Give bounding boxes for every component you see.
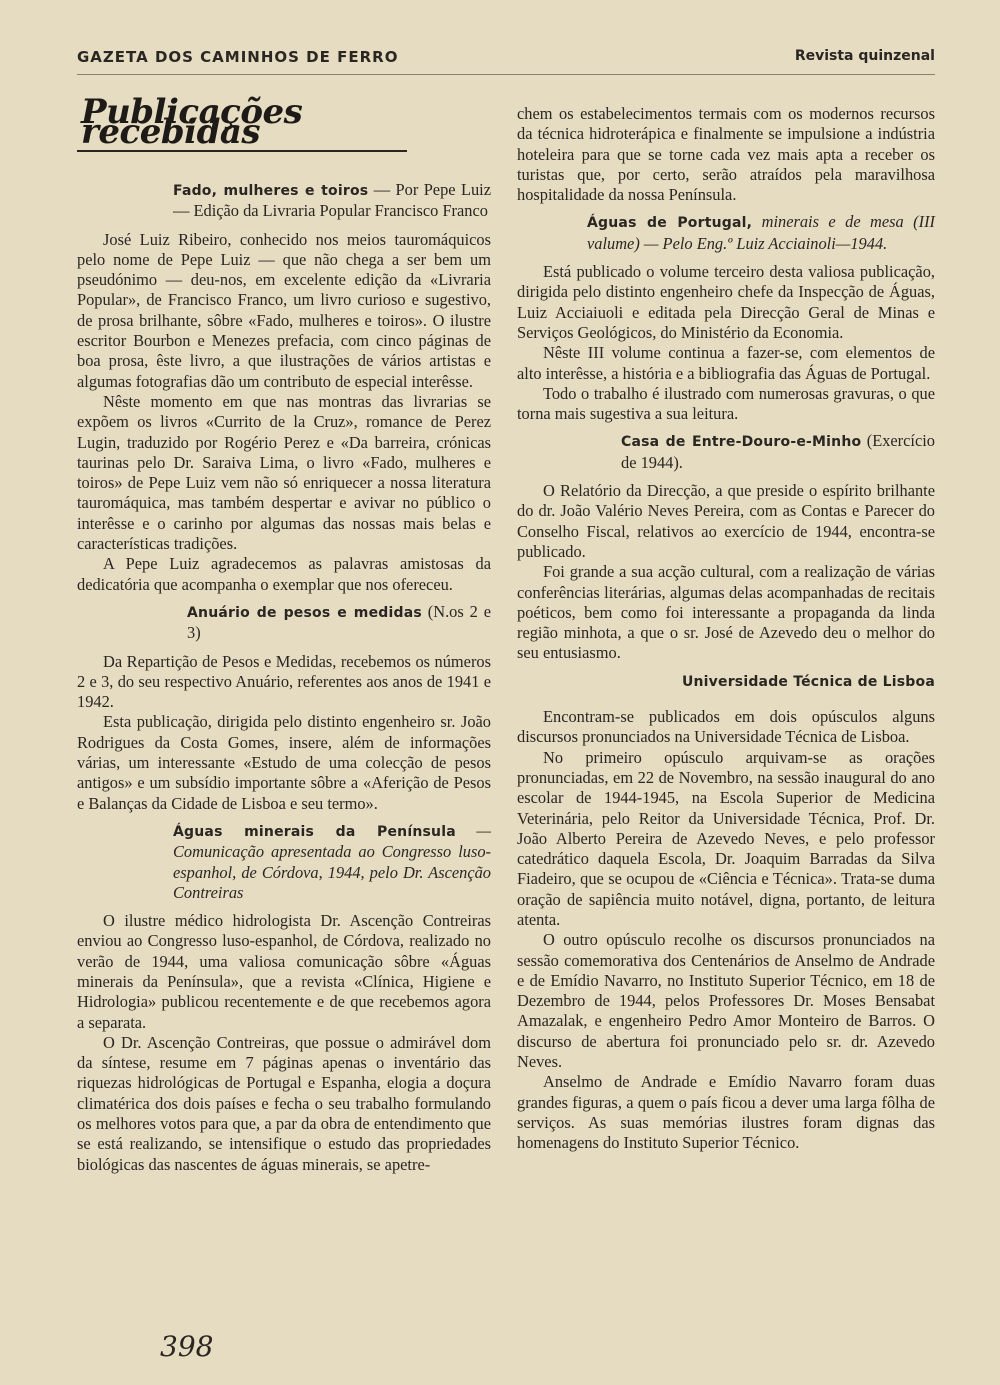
paragraph: Da Repartição de Pesos e Medidas, recebemos os números 2 e 3, do seu respectivo Anuário, referentes aos anos de 1941 e 1942.: [77, 651, 491, 712]
entry-details: (N.os 2 e 3): [187, 601, 491, 643]
entry-title: Fado, mulheres e toiros: [173, 183, 369, 199]
paragraph: O outro opúsculo recolhe os discursos pronunciados na sessão comemorativa dos Centenários de Anselmo de Andrade e de Emídio Navarro, no Instituto Superior Técnico, em 18 de Dezembro de 1944, pelos Professores Dr. Moses Bensabat Amazalak, e engenheiro Pedro Amor Monteiro de Barros. O discurso de abertura foi pronunciado pelo sr. dr. Azevedo Neves.: [517, 930, 935, 1072]
paragraph: Todo o trabalho é ilustrado com numerosas gravuras, o que torna mais sugestiva a sua leitura.: [517, 383, 935, 424]
page-number: 398: [160, 1330, 214, 1363]
entry-heading-casa-minho: [621, 431, 935, 473]
paragraph: Está publicado o volume terceiro desta valiosa publicação, dirigida pelo distinto engenheiro chefe da Inspecção de Águas, Luiz Acciaiuoli e editada pela Direcção Geral de Minas e Serviços Geológicos, do Ministério da Economia.: [517, 262, 935, 342]
entry-details: — Por Pepe Luiz — Edição da Livraria Popular Francisco Franco: [173, 180, 491, 221]
right-column: [517, 104, 935, 1154]
paragraph: Encontram-se publicados em dois opúsculos alguns discursos pronunciados na Universidade Técnica de Lisboa.: [517, 707, 935, 747]
paragraph: No primeiro opúsculo arquivam-se as orações pronunciadas, em 22 de Novembro, na sessão inaugural do ano escolar de 1944-1945, na Escola Superior de Medicina Veterinária, pelo Reitor da Universidade Técnica, Prof. Dr. João Alberto Pereira de Azevedo Neves, e pelo professor catedrático daquela Escola, Dr. Joaquim Barradas da Silva Fiadeiro, que se ocupou de «Ciência e Técnica». Trata-se duma oração de sapiência muito notável, digna, portanto, de leitura atenta.: [517, 747, 935, 929]
entry-details: (Exercício de 1944).: [621, 431, 935, 472]
entry-heading-anuario: [187, 602, 491, 644]
paragraph: O Relatório da Direcção, a que preside o espírito brilhante do dr. João Valério Neves Pereira, com as Contas e Parecer do Conselho Fiscal, relativos ao exercício de 1944, encontra-se publicado.: [517, 481, 935, 561]
title-underline: [77, 150, 407, 152]
publication-name: GAZETA DOS CAMINHOS DE FERRO: [77, 48, 399, 66]
paragraph: A Pepe Luiz agradecemos as palavras amistosas da dedicatória que acompanha o exemplar que nos ofereceu.: [77, 554, 491, 594]
paragraph: Anselmo de Andrade e Emídio Navarro foram duas grandes figuras, a quem o país ficou a dever uma larga fôlha de serviços. As suas memórias ilustres foram dignas das homenagens do Instituto Superior Técnico.: [517, 1072, 935, 1153]
entry-heading-fado: [173, 180, 491, 222]
running-header: [77, 48, 935, 72]
entry-title: Águas minerais da Península: [173, 823, 456, 840]
paragraph: Esta publicação, dirigida pelo distinto engenheiro sr. João Rodrigues da Costa Gomes, insere, além de informações várias, um interessante «Estudo de uma colecção de pesos antigos» e um subsídio importante sôbre a «Aferição de Pesos e Balanças da Cidade de Lisboa e seu termo».: [77, 712, 491, 813]
entry-title: Universidade Técnica de Lisboa: [681, 673, 935, 690]
entry-title: Casa de Entre-Douro-e-Minho: [621, 434, 862, 451]
entry-title: Anuário de pesos e medidas: [187, 604, 422, 621]
entry-heading-aguas-portugal: [587, 212, 935, 254]
paragraph: Nêste momento em que nas montras das livrarias se expõem os livros «Currito de la Cruz», romance de Perez Lugin, traduzido por Rogério Perez e «Da barreira, crónicas taurinas pelo Dr. Saraiva Lima, o livro «Fado, mulheres e toiros» de Pepe Luiz vem não só enriquecer a nossa literatura tauromáquica, mas também despertar e avivar no público o interêsse e o carinho por algumas das nossas mais belas e características tradições.: [77, 391, 491, 554]
entry-details: — Comunicação apresentada ao Congresso luso-espanhol, de Córdova, 1944, pelo Dr. Ascenção Contreiras: [173, 820, 491, 902]
paragraph: Nêste III volume continua a fazer-se, com elementos de alto interêsse, a história e a bibliografia das Águas de Portugal.: [517, 343, 935, 383]
entry-title: Águas de Portugal,: [587, 215, 753, 232]
section-title: Publicações recebidas: [81, 92, 303, 153]
entry-heading-universidade: [517, 671, 935, 692]
entry-heading-aguas-peninsula: [173, 821, 491, 903]
publication-frequency: Revista quinzenal: [794, 48, 935, 64]
header-rule: [77, 74, 935, 75]
paragraph: O Dr. Ascenção Contreiras, que possue o admirável dom da síntese, resume em 7 páginas apenas o inventário das riquezas hidrológicas de Portugal e Espanha, elogia a doçura climatérica dos dois países e fecha o seu trabalho formulando os melhores votos para que, a par da obra de entendimento que se está realizando, se intensifique o estudo das propriedades biológicas das nascentes de águas minerais, se apetre-: [77, 1032, 491, 1174]
paragraph-continuation: chem os estabelecimentos termais com os modernos recursos da técnica hidroterápica e finalmente se impulsione a indústria hoteleira para que se torne cada vez mais apta a receber os turistas que, por certo, serão atraídos pela maravilhosa hospitalidade da nossa Península.: [517, 104, 935, 205]
paragraph: O ilustre médico hidrologista Dr. Ascenção Contreiras enviou ao Congresso luso-espanhol, de Córdova, realizado no verão de 1944, uma valiosa comunicação sôbre «Águas minerais da Península», que a revista «Clínica, Higiene e Hidrologia» publicou recentemente e de que recebemos agora a separata.: [77, 911, 491, 1032]
entry-details: minerais e de mesa (III valume) — Pelo Eng.º Luiz Acciainoli—1944.: [587, 212, 936, 253]
paragraph: José Luiz Ribeiro, conhecido nos meios tauromáquicos pelo nome de Pepe Luiz — que não chega a ser bem um pseudónimo — deu-nos, em excelente edição da «Livraria Popular», de Francisco Franco, um livro curioso e sugestivo, de prosa brilhante, sôbre «Fado, mulheres e toiros». O ilustre escritor Bourbon e Menezes prefacia, com cinco páginas de boa prosa, êste livro, a que ilustrações de vários artistas e algumas fotografias dão um contributo de especial interêsse.: [77, 229, 491, 391]
paragraph: Foi grande a sua acção cultural, com a realização de várias conferências literárias, algumas delas acompanhadas de recitais poéticos, bem como foi interessante a propaganda da linda região minhota, a que o sr. José de Azevedo deu o melhor do seu entusiasmo.: [517, 562, 935, 663]
section-heading: [77, 92, 491, 168]
left-column: [77, 92, 491, 1175]
